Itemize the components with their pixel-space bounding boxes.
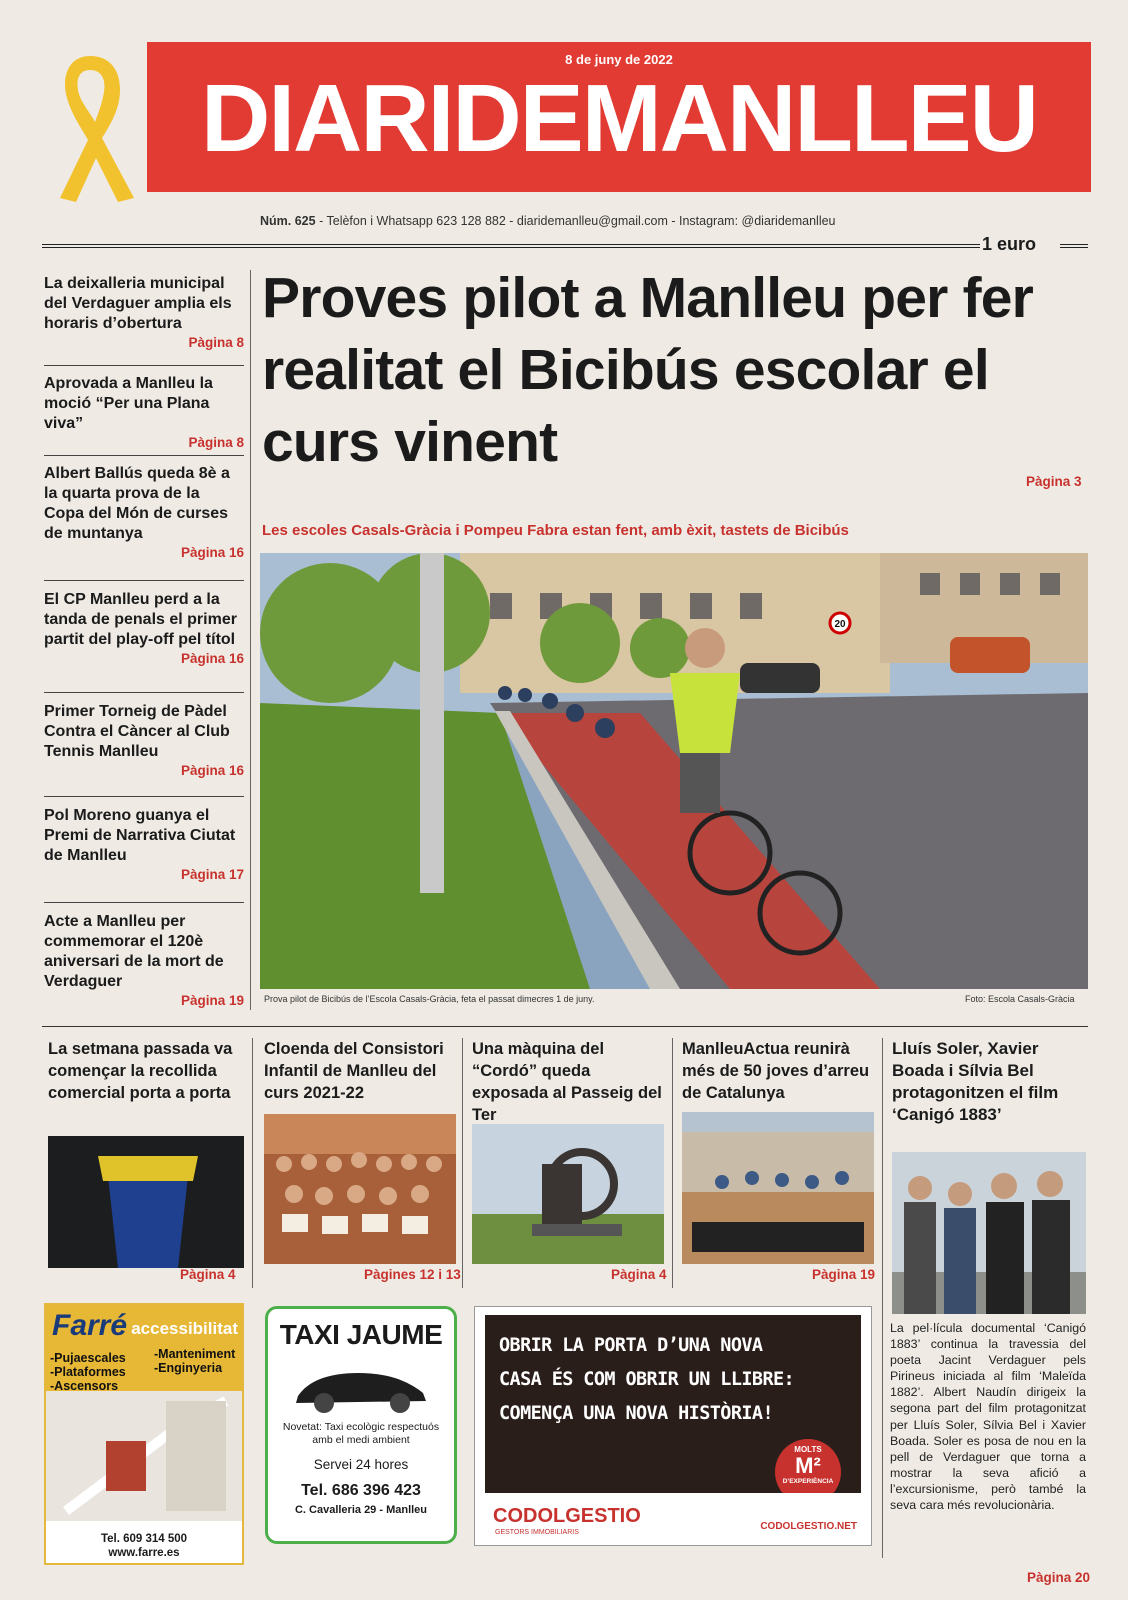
divider [44,796,244,797]
brief-page: Pàgina 17 [180,867,244,882]
lead-subhead: Les escoles Casals-Gràcia i Pompeu Fabra estan fent, amb èxit, tastets de Bicibús [262,522,849,539]
newspaper-title: DIARIDEMANLLEU [201,65,1037,172]
photo-credit: Foto: Escola Casals-Gràcia [965,994,1075,1004]
ad-codol-brand-sub: GESTORS IMMOBILIARIS [495,1529,579,1536]
ad-taxi-address: C. Cavalleria 29 - Manlleu [294,1504,428,1516]
divider [44,455,244,456]
brief-page: Pàgina 8 [188,435,244,450]
ad-slogan-box [485,1315,861,1493]
story-title[interactable]: Lluís Soler, Xavier Boada i Sílvia Bel protagonitzen el film ‘Canigó 1883’ [892,1039,1059,1124]
price-rule [1060,244,1088,248]
ad-phone: Tel. 609 314 500 [100,1533,188,1545]
story-page: Pàgina 4 [180,1267,236,1282]
ad-taxi-jaume[interactable] [265,1306,457,1544]
brief-page: Pàgina 19 [180,993,244,1008]
children-group-photo [264,1114,456,1264]
divider [44,580,244,581]
brief-title: La deixalleria municipal del Verdaguer amplia els horaris d’obertura [44,275,232,332]
column-rule [252,1038,253,1288]
story-page: Pàgina 4 [611,1267,667,1282]
bin-photo [48,1136,244,1268]
brief-item[interactable] [44,590,244,668]
contact-email[interactable]: diaridemanlleu@gmail.com [516,214,668,228]
lead-headline[interactable]: Proves pilot a Manlleu per fer realitat el Bicibús escolar el curs vinent [262,266,1034,474]
ad-codol-web[interactable]: CODOLGESTIO.NET [760,1521,857,1532]
brief-page: Pàgina 8 [188,335,244,350]
ad-tagline: accessibilitat [131,1319,238,1338]
contact-line: Núm. 625 - Telèfon i Whatsapp 623 128 882 - diaridemanlleu@gmail.com - Instagram: @diaridemanlleu [260,214,836,228]
brief-page: Pàgina 16 [180,545,244,560]
story-title[interactable]: ManlleuActua reunirà més de 50 joves d’arreu de Catalunya [682,1040,870,1102]
divider [44,365,244,366]
brief-item[interactable] [44,702,244,780]
yellow-ribbon-icon [40,48,140,208]
column-rule [250,270,251,1010]
ad-contact [46,1532,242,1560]
ad-brand: Farré [52,1309,128,1342]
ad-codol-brand: CODOLGESTIO [493,1505,641,1527]
story-title[interactable]: Cloenda del Consistori Infantil de Manlleu del curs 2021-22 [264,1040,444,1102]
brief-item[interactable] [44,912,244,1010]
ad-web[interactable]: www.farre.es [108,1547,180,1559]
brief-page: Pàgina 16 [180,763,244,778]
ad-farre[interactable] [44,1303,244,1565]
brief-title: Primer Torneig de Pàdel Contra el Càncer al Club Tennis Manlleu [44,703,230,760]
ad-header [46,1305,242,1391]
divider [44,692,244,693]
brief-title: Pol Moreno guanya el Premi de Narrativa Ciutat de Manlleu [44,807,236,864]
masthead-banner [147,42,1091,192]
issue-date: 8 de juny de 2022 [565,52,673,67]
story-page: Pàgines 12 i 13 [364,1267,461,1282]
ad-taxi-name: TAXI JAUME [279,1319,443,1350]
price-label: 1 euro [982,234,1037,254]
brief-item[interactable] [44,374,244,452]
divider [44,902,244,903]
canigo-cast-photo [892,1152,1086,1314]
ad-taxi-service: Servei 24 hores [313,1457,409,1472]
dancers-photo [682,1112,874,1264]
column-rule [462,1038,463,1288]
story-title[interactable]: La setmana passada va començar la recollida comercial porta a porta [48,1040,233,1102]
issue-number: Núm. 625 [260,214,316,228]
ad-taxi-note: Novetat: Taxi ecològic respectuós amb el medi ambient [282,1421,440,1446]
brief-item[interactable] [44,806,244,884]
brief-item[interactable] [44,274,244,352]
section-rule [42,1026,1088,1027]
story-page: Pàgina 19 [812,1267,876,1282]
car-icon [268,1351,454,1421]
stairlift-photo [46,1391,242,1521]
brief-page: Pàgina 16 [180,651,244,666]
contact-phone: Telèfon i Whatsapp 623 128 882 [326,214,506,228]
photo-caption: Prova pilot de Bicibús de l’Escola Casals-Gràcia, feta el passat dimecres 1 de juny. [264,994,595,1004]
column-rule [882,1038,883,1558]
lead-photo-bicibus [260,553,1088,989]
story-body: La pel·lícula documental ‘Canigó 1883’ continua la travessia del poeta Jacint Verdaguer pels Pirineus iniciada al film ‘Maleïda 1882’. Albert Naudín dirigeix la segona part del film protagonitzat per Lluís Soler, Sílvia Bel i Xavier Boada. Soler es posa de nou en la pell de Verdaguer que torna a mostrar la seva afició a l’excursionisme, però també la seva cara més revolucionària. [890,1321,1086,1513]
speed-sign-label: 20 [834,619,846,630]
ad-slogan-line: COMENÇA UNA NOVA HISTÒRIA! [499,1403,773,1424]
ad-badge: MOLTS M² D’EXPERIÈNCIA [775,1439,841,1493]
ad-slogan-line: OBRIR LA PORTA D’UNA NOVA [499,1335,763,1356]
brief-title: El CP Manlleu perd a la tanda de penals el primer partit del play-off pel títol [44,591,237,648]
brief-title: Albert Ballús queda 8è a la quarta prova de la Copa del Món de curses de muntanya [44,465,230,542]
ad-codolgestio[interactable] [474,1306,872,1546]
story-title[interactable]: Una màquina del “Cordó” queda exposada al Passeig del Ter [472,1040,662,1124]
ad-services-left: -Pujaescales -Plataformes -Ascensors [50,1351,126,1393]
column-rule [672,1038,673,1288]
ad-services-right: -Manteniment -Enginyeria [154,1347,236,1375]
cordo-machine-photo [472,1124,664,1264]
brief-title: Aprovada a Manlleu la moció “Per una Plana viva” [44,375,213,432]
brief-title: Acte a Manlleu per commemorar el 120è aniversari de la mort de Verdaguer [44,913,224,990]
lead-page-ref: Pàgina 3 [1026,474,1082,489]
brief-item[interactable] [44,464,244,562]
ad-taxi-phone: Tel. 686 396 423 [301,1482,421,1499]
story-page: Pàgina 20 [1027,1570,1091,1585]
ad-slogan-line: CASA ÉS COM OBRIR UN LLIBRE: [499,1369,795,1390]
header-rule [42,244,980,248]
contact-instagram[interactable]: Instagram: @diaridemanlleu [679,214,836,228]
